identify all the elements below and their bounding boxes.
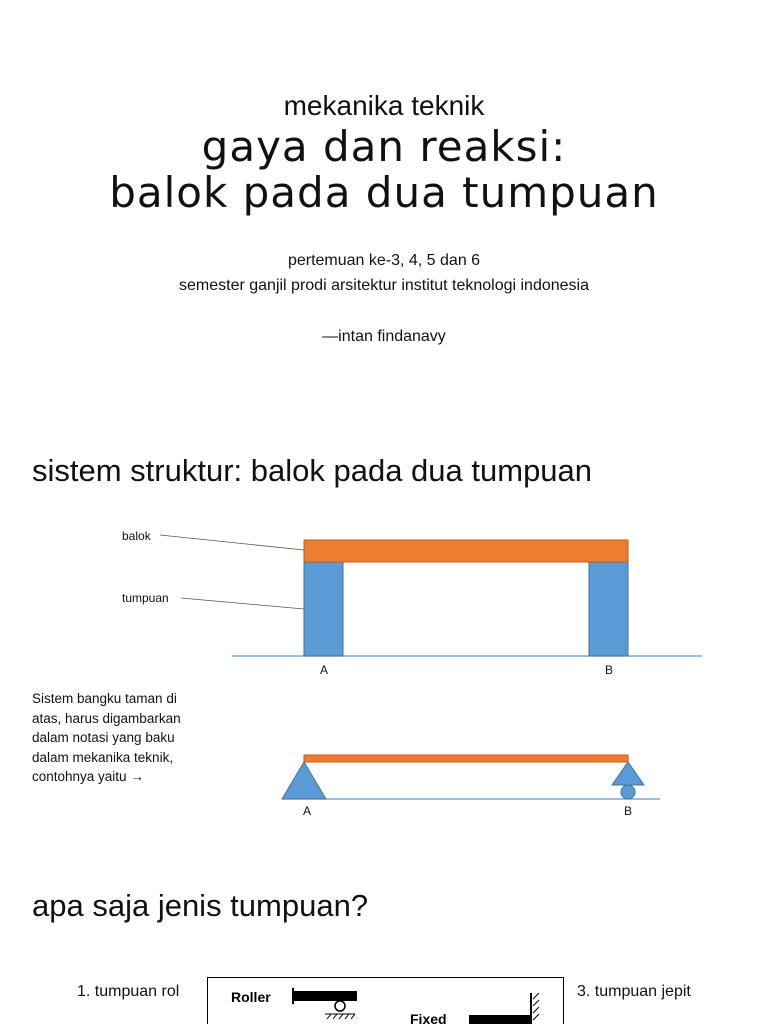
bench-description: Sistem bangku taman di atas, harus digambarkan dalam notasi yang baku dalam mekanika teknik, contohnya yaitu → bbox=[32, 691, 181, 784]
fixed-label: Fixed bbox=[410, 1011, 447, 1024]
semester-info: semester ganjil prodi arsitektur institut teknologi indonesia bbox=[179, 277, 589, 294]
support-type-3: 3. tumpuan jepit bbox=[577, 983, 691, 1000]
beam-notation-diagram bbox=[0, 745, 768, 825]
author: —intan findanavy bbox=[322, 328, 446, 345]
label-a-2: A bbox=[303, 804, 312, 818]
support-right bbox=[589, 562, 628, 656]
section-heading-support-types: apa saja jenis tumpuan? bbox=[32, 888, 369, 923]
roller-label: Roller bbox=[231, 989, 271, 1005]
roller-beam-icon bbox=[293, 991, 357, 1001]
leader-beam bbox=[160, 535, 304, 550]
roller-pin-icon bbox=[335, 1001, 345, 1011]
support-type-1: 1. tumpuan rol bbox=[77, 983, 180, 1000]
roller-support-icon bbox=[612, 762, 644, 785]
support-types-image bbox=[207, 977, 564, 1024]
fixed-beam-icon bbox=[469, 1015, 531, 1024]
label-a: A bbox=[320, 663, 329, 677]
label-b-2: B bbox=[624, 804, 633, 818]
pin-support-icon bbox=[282, 762, 326, 799]
beam-2 bbox=[304, 755, 628, 762]
label-b: B bbox=[605, 663, 614, 677]
title-line-1: gaya dan reaksi: bbox=[201, 122, 567, 171]
beam bbox=[304, 540, 628, 562]
support-left bbox=[304, 562, 343, 656]
label-support: tumpuan bbox=[122, 591, 169, 605]
leader-support bbox=[181, 598, 304, 609]
title-line-2: balok pada dua tumpuan bbox=[109, 168, 659, 217]
course-kicker: mekanika teknik bbox=[283, 90, 485, 121]
roller-wheel-icon bbox=[621, 785, 635, 799]
bench-diagram bbox=[0, 520, 768, 685]
section-heading-system: sistem struktur: balok pada dua tumpuan bbox=[32, 453, 593, 488]
meeting-info: pertemuan ke-3, 4, 5 dan 6 bbox=[287, 252, 481, 269]
label-beam: balok bbox=[122, 529, 151, 543]
